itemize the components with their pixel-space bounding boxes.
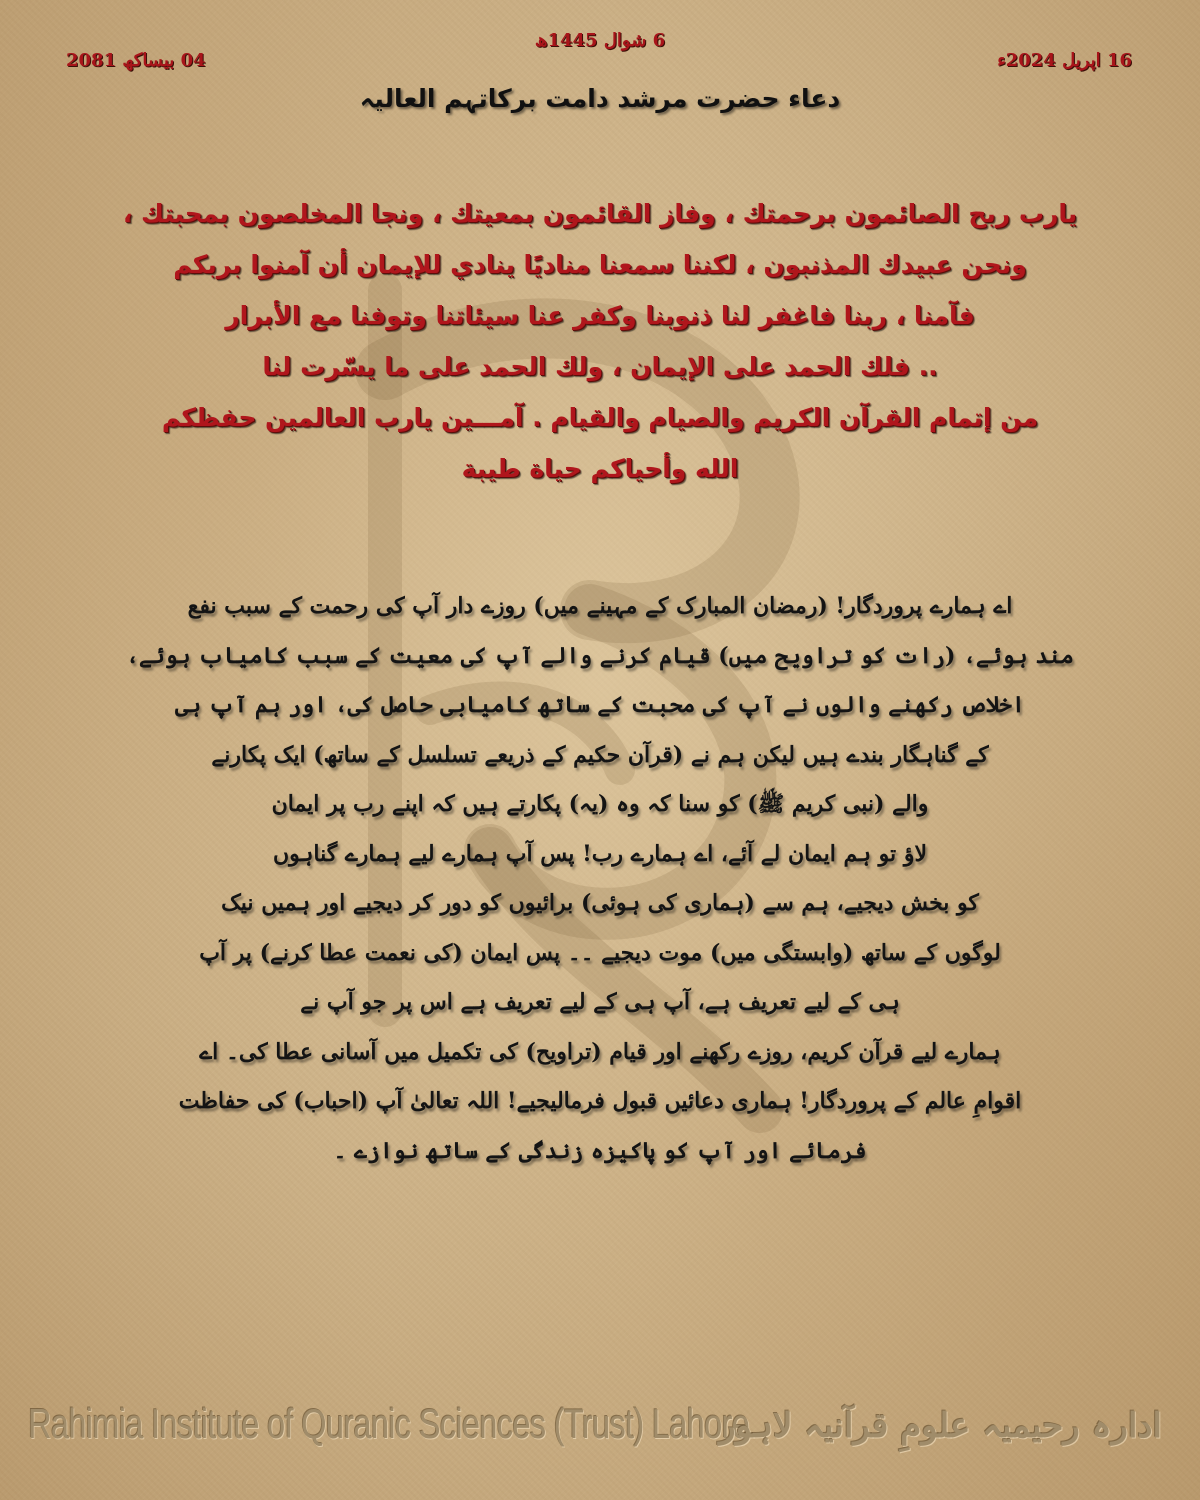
arabic-line: الله وأحياكم حياة طيبة — [461, 454, 739, 483]
urdu-line: اے ہمارے پروردگار! (رمضان المبارک کے مہینے میں) روزے دار آپ کی رحمت کے سبب نفع — [187, 593, 1013, 619]
gregorian-date: 16 اپریل 2024ء — [997, 50, 1132, 71]
urdu-line: لاؤ تو ہم ایمان لے آئے، اے ہمارے رب! پس آپ ہمارے لیے ہمارے گناہوں — [273, 840, 927, 867]
urdu-line: ہمارے لیے قرآن کریم، روزے رکھنے اور قیام (تراویح) کی تکمیل میں آسانی عطا کی۔ اے — [199, 1038, 1001, 1065]
arabic-line: من إتمام القرآن الكريم والصيام والقيام . آمـــين يارب العالمين حفظكم — [161, 403, 1039, 432]
urdu-translation-block — [120, 582, 1080, 1176]
arabic-line: يارب ربح الصائمون برحمتك ، وفاز القائمون بمعيتك ، ونجا المخلصون بمحبتك ، — [122, 199, 1078, 228]
urdu-line: لوگوں کے ساتھ (وابستگی میں) موت دیجیے ۔۔ پس ایمان (کی نعمت عطا کرنے) پر آپ — [199, 939, 1001, 966]
urdu-line: اقوامِ عالم کے پروردگار! ہماری دعائیں قبول فرمالیجیے! اللہ تعالیٰ آپ (احباب) کی حفاظت — [178, 1088, 1022, 1114]
urdu-line: ہی کے لیے تعریف ہے، آپ ہی کے لیے تعریف ہے اس پر جو آپ نے — [300, 989, 900, 1015]
institute-name-english: Rahimia Institute of Quranic Sciences (Trust) Lahore — [28, 1400, 750, 1447]
urdu-line: فرمائے اور آپ کو پاکیزہ زندگی کے ساتھ نوازے ۔ — [333, 1137, 867, 1164]
urdu-line: کے گناہگار بندے ہیں لیکن ہم نے (قرآن حکیم کے ذریعے تسلسل کے ساتھ) ایک پکارنے — [211, 741, 989, 768]
arabic-dua-block — [90, 188, 1110, 494]
institute-name-urdu-logo: ادارہ رحیمیہ علومِ قرآنیہ لاہور — [719, 1406, 1162, 1446]
arabic-line: .. فلك الحمد على الإيمان ، ولك الحمد على ما يسّرت لنا — [262, 352, 938, 381]
urdu-line: کو بخش دیجیے، ہم سے (ہماری کی ہوئی) برائیوں کو دور کر دیجیے اور ہمیں نیک — [221, 890, 979, 916]
urdu-line: اخلاص رکھنے والوں نے آپ کی محبت کے ساتھ کامیابی حاصل کی، اور ہم آپ ہی — [175, 692, 1025, 718]
urdu-line: والے (نبی کریم ﷺ) کو سنا کہ وہ (یہ) پکارتے ہیں کہ اپنے رب پر ایمان — [271, 791, 929, 817]
arabic-line: فآمنا ، ربنا فاغفر لنا ذنوبنا وكفر عنا سيئاتنا وتوفنا مع الأبرار — [225, 301, 975, 330]
page-title: دعاء حضرت مرشد دامت برکاتہم العالیہ — [359, 84, 841, 113]
hijri-date: 6 شوال 1445ھ — [534, 30, 666, 51]
bikrami-date: 04 بیساکھ 2081 — [66, 50, 206, 71]
urdu-line: مند ہوئے، (رات کو تراویح میں) قیام کرنے والے آپ کی معیت کے سبب کامیاب ہوئے، — [126, 642, 1074, 669]
arabic-line: ونحن عبيدك المذنبون ، لكننا سمعنا مناديًا ينادي للإيمان أن آمنوا بربكم — [173, 250, 1027, 279]
